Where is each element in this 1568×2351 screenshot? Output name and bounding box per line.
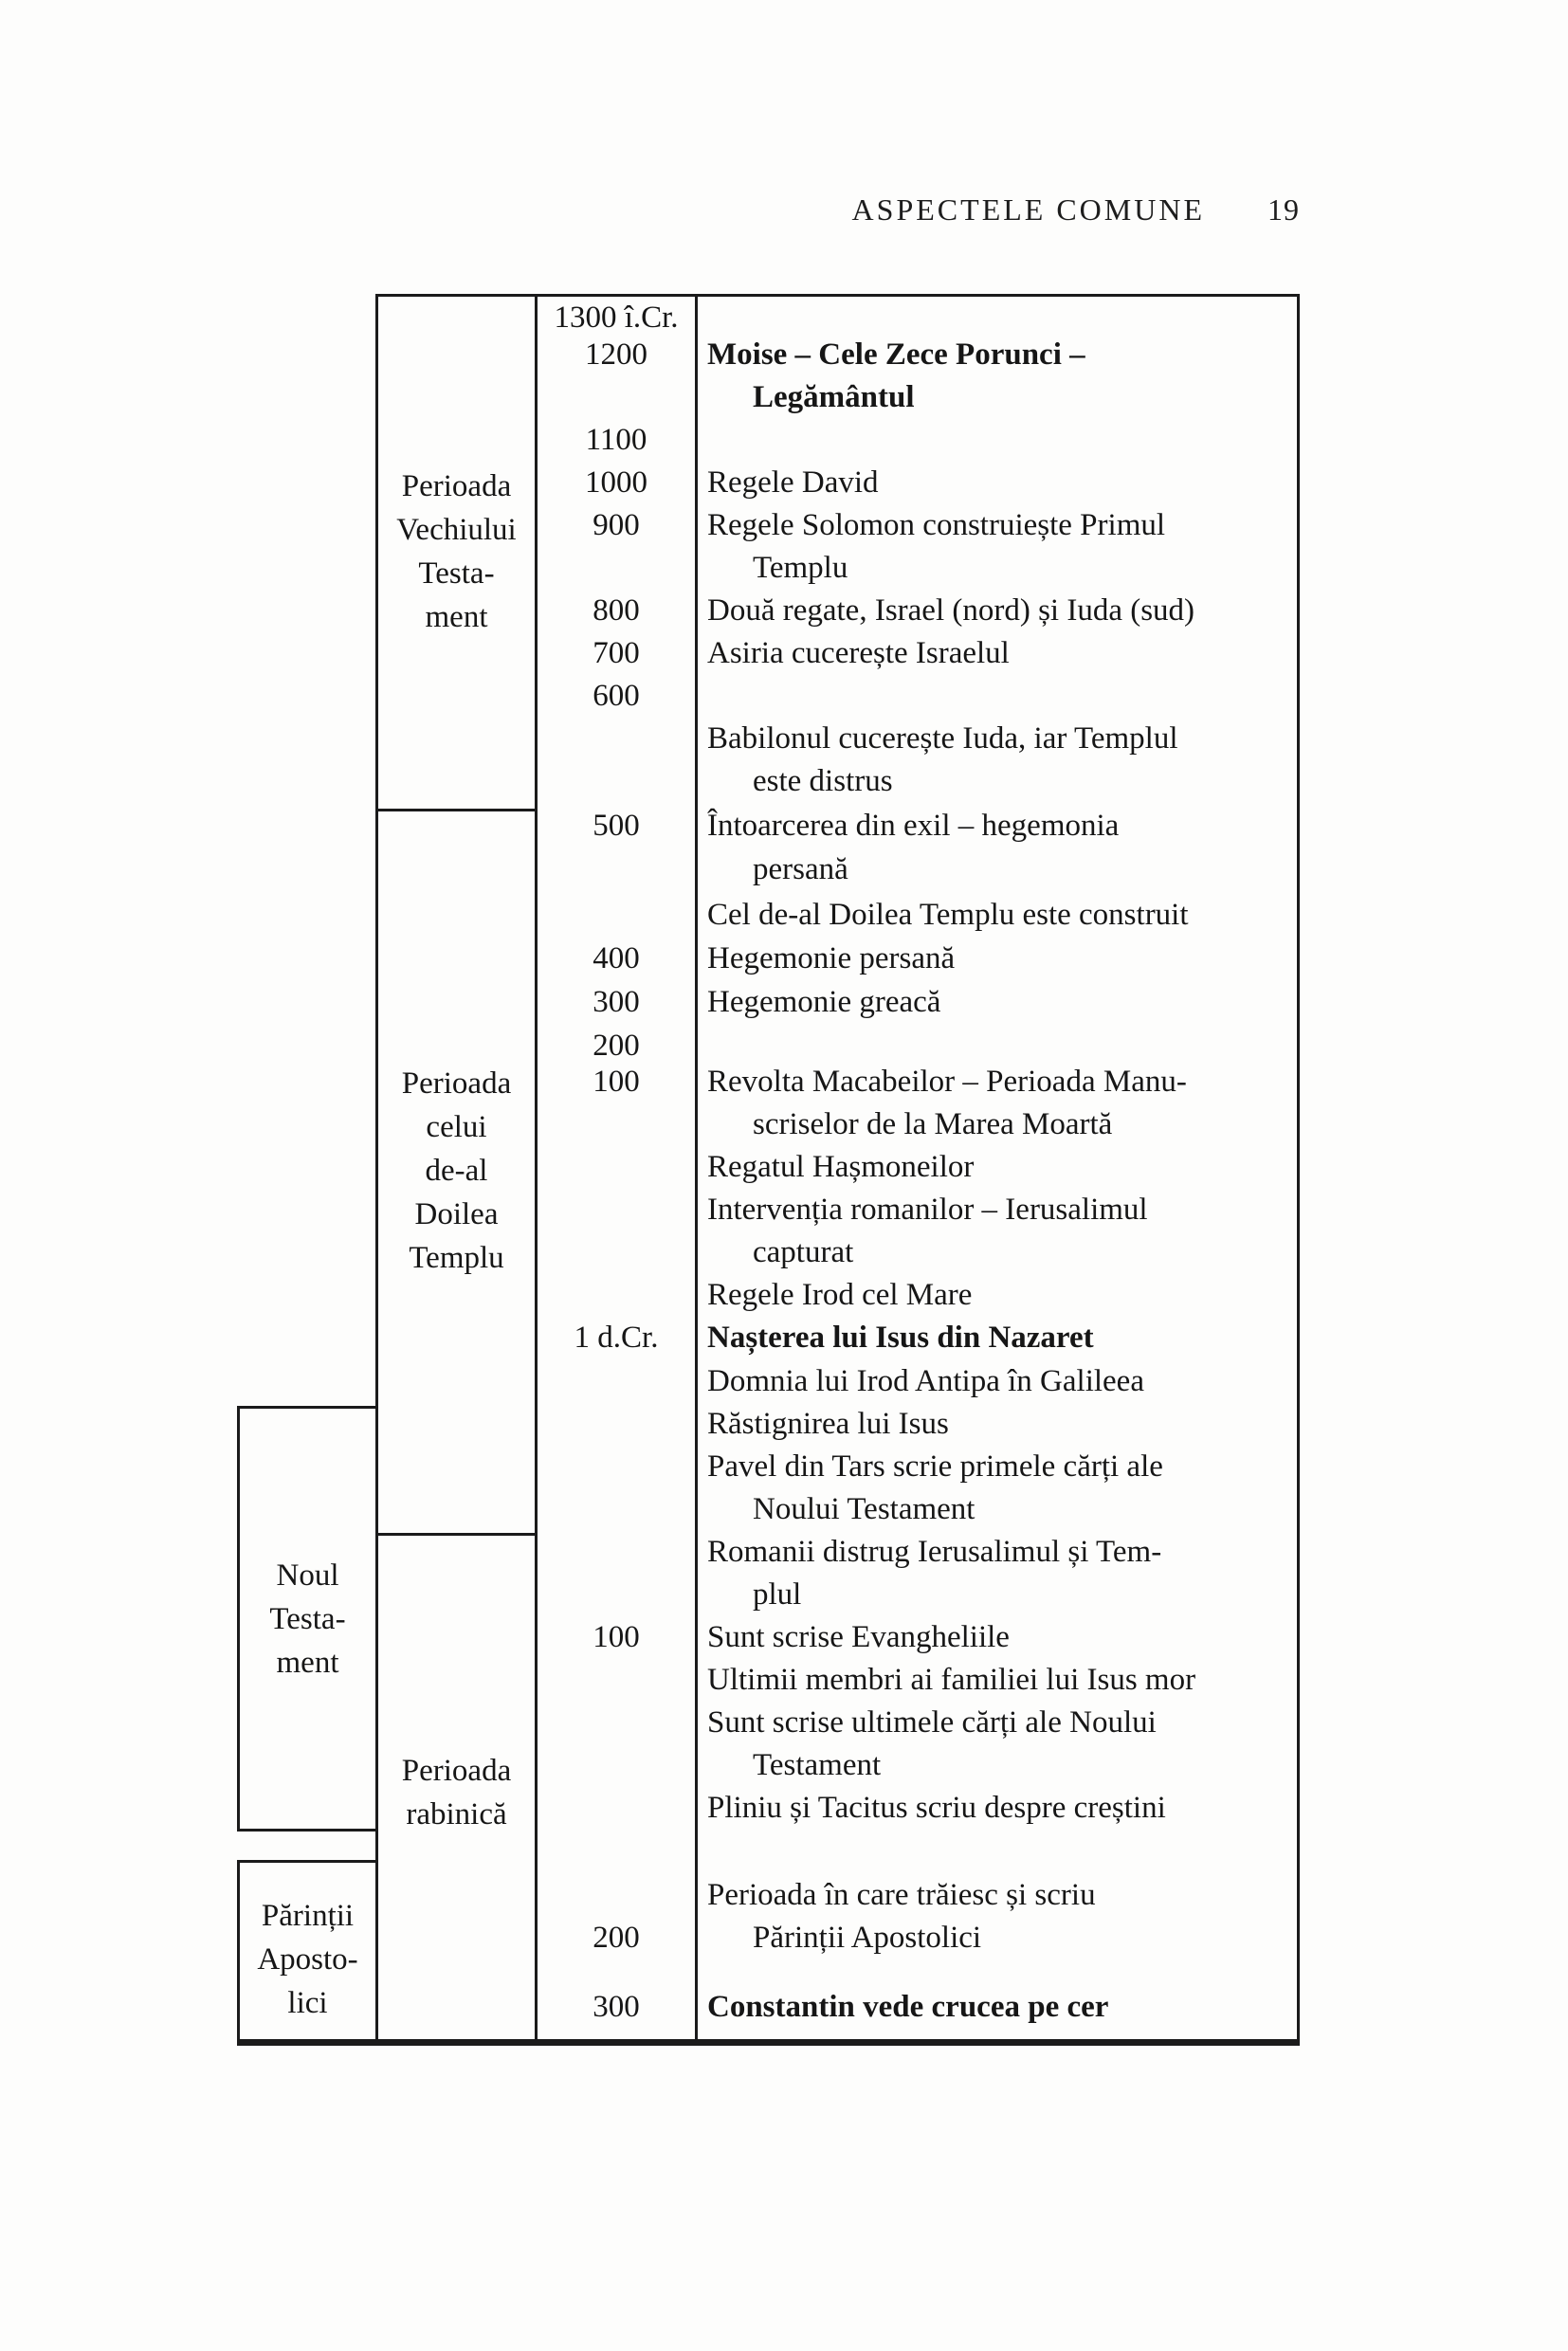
table-border-right bbox=[1297, 294, 1300, 2043]
timeline-event: Romanii distrug Ierusalimul și Tem- bbox=[707, 1535, 1162, 1569]
timeline-event: Testament bbox=[753, 1748, 882, 1782]
period-cell bbox=[378, 294, 535, 809]
period-label-line: Vechiului bbox=[396, 512, 517, 547]
period-label-line: Doilea bbox=[414, 1197, 499, 1231]
timeline-year: 700 bbox=[593, 636, 640, 670]
timeline-event: Noului Testament bbox=[753, 1492, 975, 1526]
timeline-event: scriselor de la Marea Moartă bbox=[753, 1107, 1113, 1141]
timeline-event: Hegemonie persană bbox=[707, 941, 956, 975]
timeline-year: 200 bbox=[593, 1029, 640, 1063]
timeline-event: Răstignirea lui Isus bbox=[707, 1407, 949, 1441]
timeline-event: Moise – Cele Zece Porunci – bbox=[707, 337, 1085, 372]
timeline-event: Domnia lui Irod Antipa în Galileea bbox=[707, 1364, 1144, 1398]
timeline-year: 400 bbox=[593, 941, 640, 975]
timeline-year: 800 bbox=[593, 593, 640, 628]
timeline-event: capturat bbox=[753, 1235, 854, 1269]
timeline-year: 100 bbox=[593, 1065, 640, 1099]
period-label-line: ment bbox=[425, 599, 488, 634]
timeline-event: Pavel din Tars scrie primele cărți ale bbox=[707, 1449, 1163, 1484]
timeline-event: Sunt scrise ultimele cărți ale Noului bbox=[707, 1705, 1157, 1740]
timeline-year: 1300 î.Cr. bbox=[554, 301, 679, 335]
outer-period-label-line: lici bbox=[287, 1985, 328, 2020]
timeline-event: Regele Irod cel Mare bbox=[707, 1278, 973, 1312]
timeline-event: persană bbox=[753, 852, 848, 886]
outer-period-label-line: Părinții bbox=[261, 1898, 355, 1933]
period-label-line: Perioada bbox=[401, 468, 512, 503]
timeline-event: este distrus bbox=[753, 764, 893, 798]
timeline-event: Regatul Hașmoneilor bbox=[707, 1150, 975, 1184]
period-label-line: de-al bbox=[425, 1154, 488, 1188]
timeline-year: 900 bbox=[593, 508, 640, 542]
timeline-year: 200 bbox=[593, 1921, 640, 1955]
timeline-year: 600 bbox=[593, 679, 640, 713]
timeline-event: Nașterea lui Isus din Nazaret bbox=[707, 1321, 1094, 1355]
timeline-year: 100 bbox=[593, 1620, 640, 1654]
timeline-year: 1200 bbox=[585, 337, 647, 372]
events-column bbox=[698, 0, 1297, 2351]
period-label-line: celui bbox=[426, 1110, 487, 1144]
timeline-event: Asiria cucerește Israelul bbox=[707, 636, 1010, 670]
timeline-event: Două regate, Israel (nord) și Iuda (sud) bbox=[707, 593, 1195, 628]
timeline-event: Regele David bbox=[707, 465, 879, 500]
page-number: 19 bbox=[1267, 192, 1300, 227]
timeline-event: Întoarcerea din exil – hegemonia bbox=[707, 809, 1120, 843]
timeline-year: 1 d.Cr. bbox=[574, 1321, 659, 1355]
timeline-year: 1100 bbox=[585, 423, 647, 457]
period-label-line: Perioada bbox=[401, 1066, 512, 1101]
outer-period-label-line: Aposto- bbox=[257, 1941, 358, 1977]
timeline-event: Hegemonie greacă bbox=[707, 985, 941, 1019]
timeline-event: Cel de-al Doilea Templu este construit bbox=[707, 898, 1189, 932]
timeline-event: Revolta Macabeilor – Perioada Manu- bbox=[707, 1065, 1187, 1099]
period-label-line: Testa- bbox=[418, 556, 495, 591]
outer-period-label-line: Noul bbox=[276, 1558, 339, 1593]
timeline-event: plul bbox=[753, 1577, 802, 1612]
timeline-event: Regele Solomon construiește Primul bbox=[707, 508, 1166, 542]
timeline-year: 300 bbox=[593, 1990, 640, 2024]
period-label-line: Templu bbox=[409, 1241, 504, 1275]
period-label-line: Perioada bbox=[401, 1754, 512, 1788]
period-label-line: rabinică bbox=[406, 1797, 507, 1832]
chapter-title: ASPECTELE COMUNE bbox=[851, 192, 1205, 227]
timeline-event: Babilonul cucerește Iuda, iar Templul bbox=[707, 721, 1178, 756]
period-cell bbox=[378, 809, 535, 1533]
period-cell bbox=[378, 1533, 535, 2039]
outer-period-label-line: Testa- bbox=[269, 1601, 346, 1636]
timeline-year: 1000 bbox=[585, 465, 647, 500]
timeline-event: Intervenția romanilor – Ierusalimul bbox=[707, 1193, 1148, 1227]
timeline-event: Legământul bbox=[753, 380, 915, 414]
timeline-event: Pliniu și Tacitus scriu despre creștini bbox=[707, 1791, 1166, 1825]
outer-period-box bbox=[237, 1406, 378, 1832]
timeline-event: Constantin vede crucea pe cer bbox=[707, 1990, 1109, 2024]
outer-period-box bbox=[237, 1860, 378, 2045]
outer-period-label-line: ment bbox=[276, 1645, 339, 1680]
timeline-event: Sunt scrise Evangheliile bbox=[707, 1620, 1010, 1654]
timeline-year: 300 bbox=[593, 985, 640, 1019]
timeline-event: Templu bbox=[753, 551, 848, 585]
timeline-event: Ultimii membri ai familiei lui Isus mor bbox=[707, 1663, 1196, 1697]
timeline-event: Părinții Apostolici bbox=[753, 1921, 982, 1955]
timeline-event: Perioada în care trăiesc și scriu bbox=[707, 1878, 1096, 1912]
year-column bbox=[538, 0, 695, 2351]
timeline-year: 500 bbox=[593, 809, 640, 843]
